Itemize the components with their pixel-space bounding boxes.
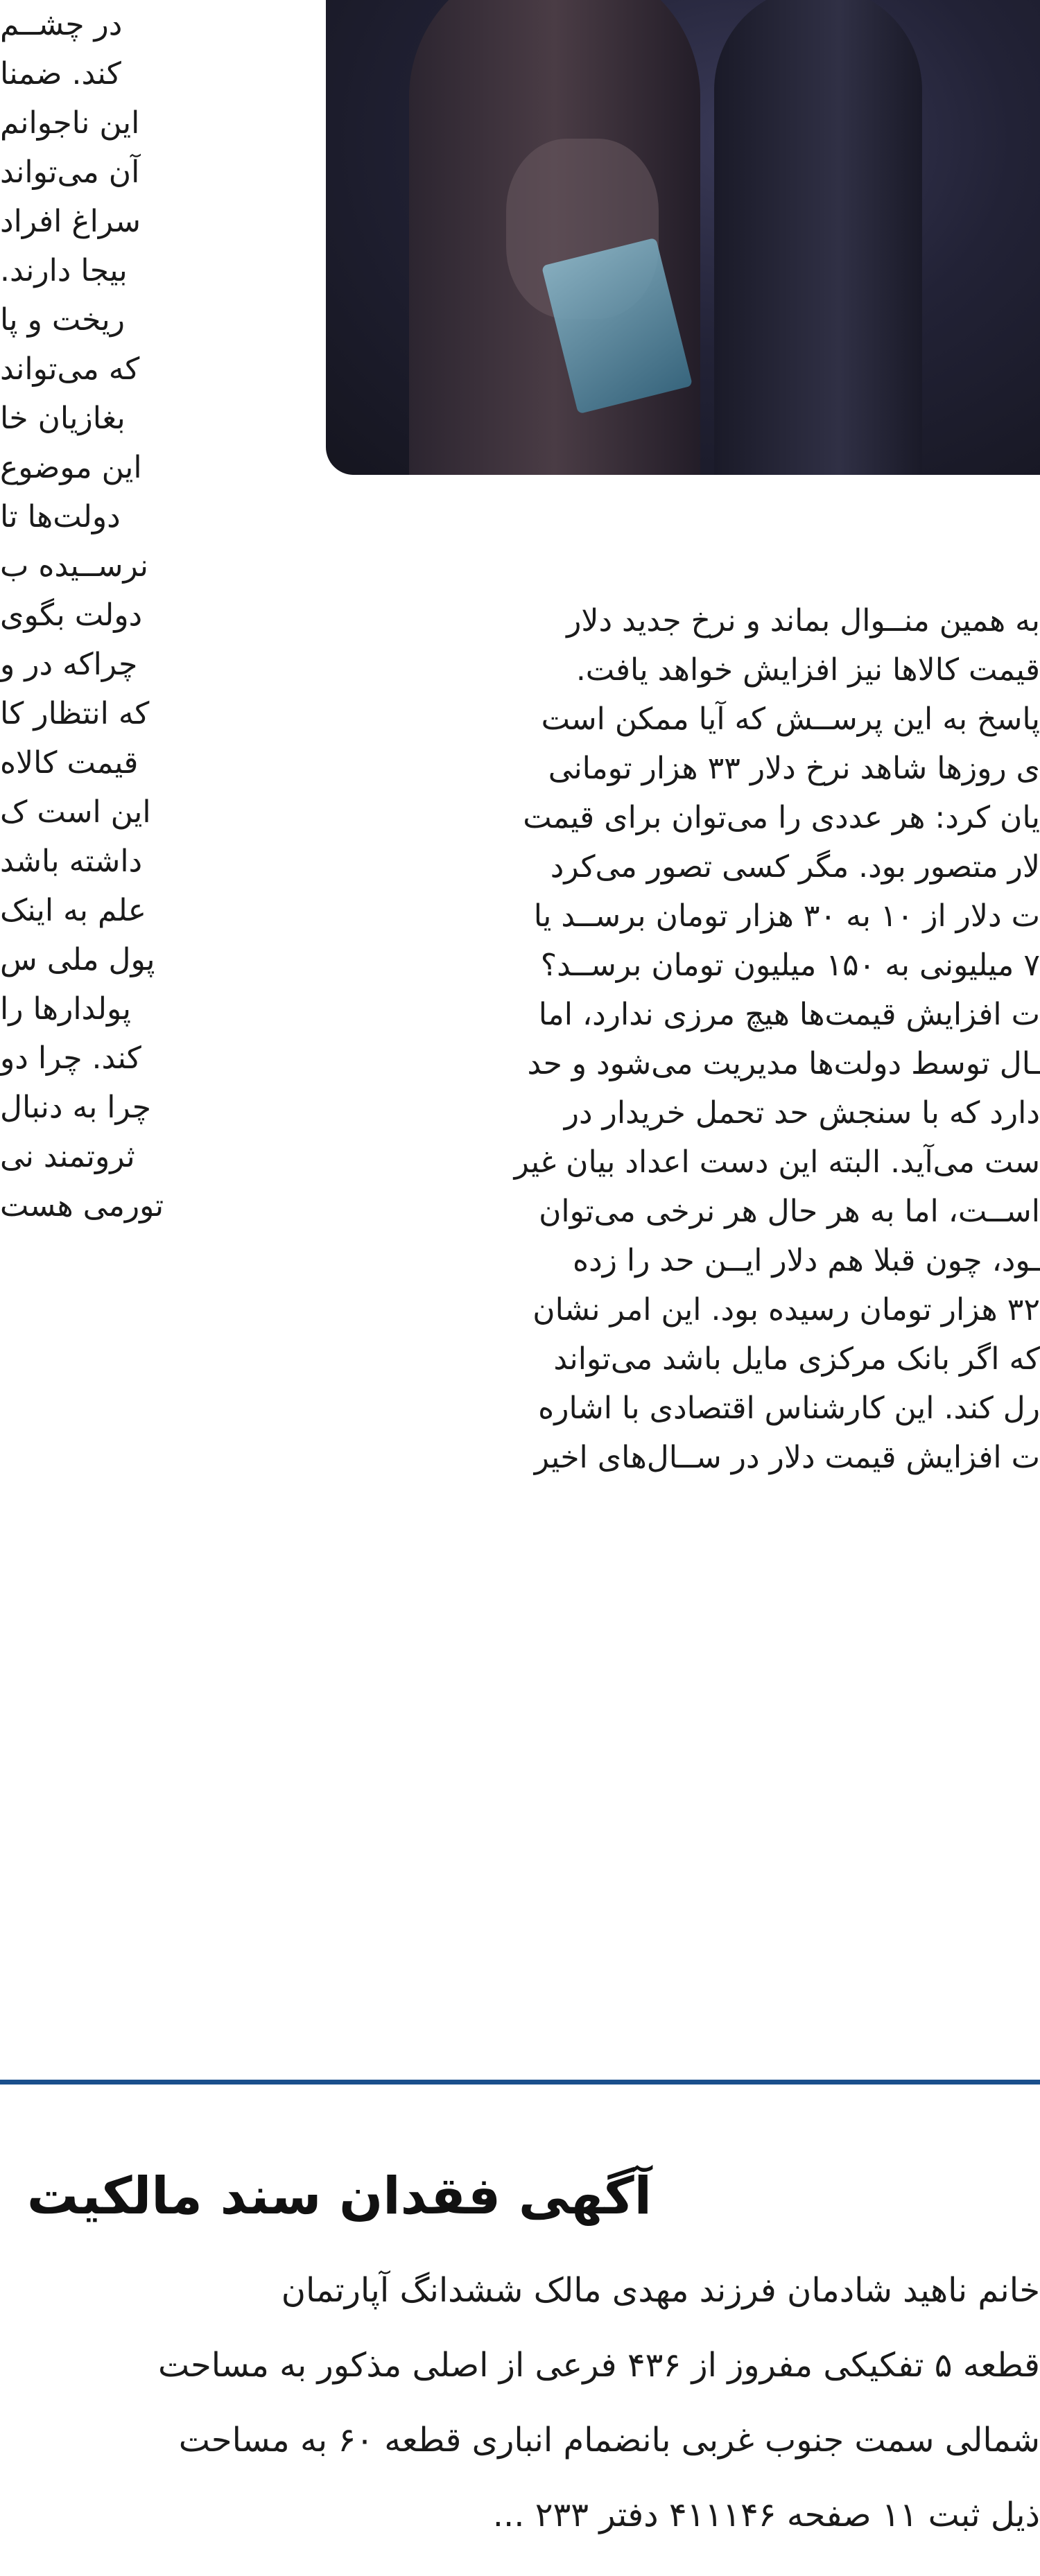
ad-body <box>0 2253 1040 2576</box>
text-line: ت افزایش قیمت‌ها هیچ مرزی ندارد، اما <box>538 997 1040 1032</box>
text-line: ۷ میلیونی به ۱۵۰ میلیون تومان برســد؟ <box>540 948 1040 983</box>
text-line: این ناجوانم <box>0 105 140 141</box>
text-line: که می‌تواند <box>0 351 140 387</box>
text-line: تورمی هست <box>0 1188 164 1224</box>
text-line: ثروتمند نی <box>0 1139 135 1174</box>
text-line: در چشــم <box>0 7 123 42</box>
text-line: پول ملی س <box>0 942 155 977</box>
ad-text-line: خانم ناهید شادمان فرزند مهدی مالک ششدانگ آپارتمان <box>281 2271 1040 2310</box>
text-line: لار متصور بود. مگر کسی تصور می‌کرد <box>550 849 1040 885</box>
text-line: ست می‌آید. البته این دست اعداد بیان غیر <box>514 1145 1040 1180</box>
right-article-column <box>298 596 1040 1518</box>
text-line: داشته باشد <box>0 844 143 879</box>
text-line: بغازیان خا <box>0 401 125 436</box>
text-line: این موضوع <box>0 450 142 485</box>
text-line: پاسخ به این پرســش که آیا ممکن است <box>541 702 1040 737</box>
text-line: ی روزها شاهد نرخ دلار ۳۳ هزار تومانی <box>548 751 1040 786</box>
text-line: آن می‌تواند <box>0 155 140 190</box>
text-line: کند. چرا دو <box>0 1041 141 1076</box>
ad-text-line: ذیل ثبت ۱۱ صفحه ۴۱۱۱۴۶ دفتر ۲۳۳ ... <box>492 2496 1040 2534</box>
text-line: که انتظار کا <box>0 696 150 731</box>
text-line: نرســیده ب <box>0 548 149 584</box>
text-line: علم به اینک <box>0 893 147 928</box>
text-line: قیمت کالاه <box>0 745 139 781</box>
text-line: ۳۲ هزار تومان رسیده بود. این امر نشان <box>532 1292 1040 1328</box>
text-line: اســت، اما به هر حال هر نرخی می‌توان <box>539 1194 1040 1229</box>
text-line: چراکه در و <box>0 647 138 682</box>
text-line: به همین منــوال بماند و نرخ جدید دلار <box>566 603 1040 638</box>
photo-person-right <box>714 0 922 475</box>
text-line: یان کرد: هر عددی را می‌توان برای قیمت <box>523 800 1040 835</box>
text-line: رل کند. این کارشناس اقتصادی با اشاره <box>538 1391 1040 1426</box>
text-line: ت افزایش قیمت دلار در ســال‌های اخیر <box>534 1440 1040 1475</box>
text-line: ت دلار از ۱۰ به ۳۰ هزار تومان برســد یا <box>533 898 1040 934</box>
text-line: کند. ضمنا <box>0 56 121 92</box>
text-line: بیجا دارند. <box>0 253 128 288</box>
section-divider <box>0 2080 1040 2085</box>
text-line: دولت بگوی <box>0 598 143 633</box>
text-line: این است ک <box>0 794 151 830</box>
text-line: قیمت کالاها نیز افزایش خواهد یافت. <box>575 652 1040 688</box>
text-line: ریخت و پا <box>0 302 125 338</box>
left-article-column <box>0 0 309 1567</box>
text-line: دارد که با سنجش حد تحمل خریدار در <box>564 1095 1040 1131</box>
news-photo <box>326 0 1040 475</box>
text-line: چرا به دنبال <box>0 1090 152 1125</box>
text-line: ـود، چون قبلا هم دلار ایــن حد را زده <box>573 1243 1040 1278</box>
ad-title: آگهی فقدان سند مالکیت <box>26 2166 652 2226</box>
text-line: سراغ افراد <box>0 204 141 239</box>
ad-text-line: قطعه ۵ تفکیکی مفروز از ۴۳۶ فرعی از اصلی مذکور به مساحت <box>157 2346 1040 2385</box>
ad-text-line: شمالی سمت جنوب غربی بانضمام انباری قطعه ۶۰ به مساحت <box>178 2421 1040 2460</box>
text-line: دولت‌ها تا <box>0 499 121 534</box>
text-line: پولدارها را <box>0 991 132 1027</box>
text-line: که اگر بانک مرکزی مایل باشد می‌تواند <box>553 1341 1040 1377</box>
text-line: ـال توسط دولت‌ها مدیریت می‌شود و حد <box>527 1046 1040 1081</box>
